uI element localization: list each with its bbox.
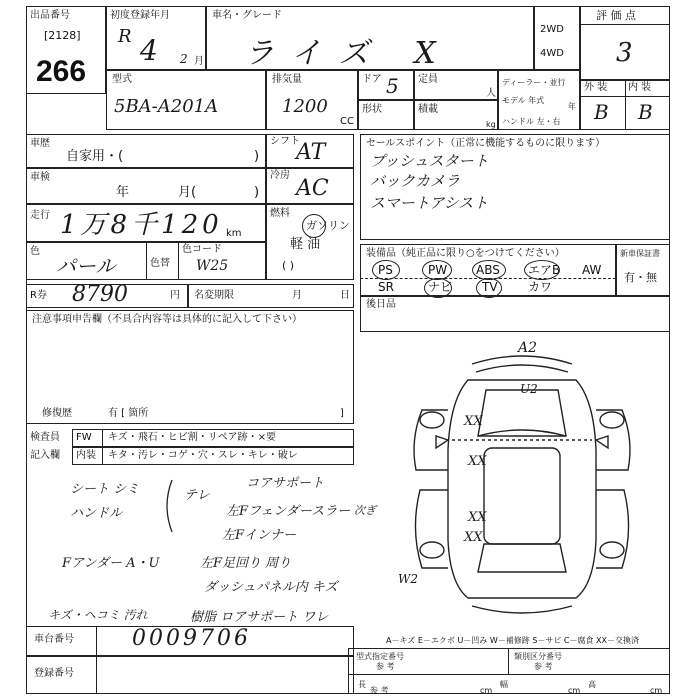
seats-label: 定員 — [418, 74, 438, 85]
class-no-label: 類別区分番号 — [514, 652, 562, 661]
equip-pw-circle — [422, 260, 452, 280]
interior-score: B — [638, 100, 653, 124]
form-no-ref: 参 考 — [376, 662, 395, 671]
fuel-label: 燃料 — [270, 208, 290, 219]
inspection-month: 月( — [178, 185, 197, 200]
equip-label: 装備品（純正品に限り○をつけてください） — [366, 248, 565, 259]
diagram-mark-xx-4: XX — [464, 530, 483, 545]
score-label: 評 価 点 — [596, 9, 636, 22]
diagram-mark-a2: A2 — [518, 340, 538, 356]
warranty-label: 新車保証書 — [620, 249, 660, 258]
equip-abs-circle — [472, 260, 506, 280]
recycle-amount: 8790 — [72, 282, 128, 307]
model-year-label: モデル 年式 — [502, 96, 545, 105]
interior-label: 内 装 — [628, 82, 652, 93]
color-change-label: 色替 — [150, 258, 170, 269]
equip-navi: ナビ — [428, 280, 453, 294]
equip-ps: PS — [378, 263, 393, 277]
remark-inner: 左Fインナー — [222, 528, 297, 543]
repair-value: 有 [ 箇所 — [108, 408, 149, 419]
first-reg-era: R — [118, 26, 132, 47]
diagram-mark-u2: U2 — [520, 382, 538, 396]
equip-tv: TV — [482, 280, 498, 294]
interior-items: キタ・汚レ・コゲ・穴・スレ・キレ・破レ — [108, 450, 298, 461]
first-reg-year: 4 — [140, 34, 158, 67]
km-unit: km — [226, 228, 242, 239]
equip-tv-circle — [476, 278, 502, 298]
remark-core-support: コアサポート — [246, 476, 325, 491]
remark-suspension: 左F足回り 周り — [200, 556, 292, 571]
month-unit: 月 — [194, 56, 204, 67]
inspection-close: ) — [254, 185, 260, 200]
diagram-mark-xx-2: XX — [468, 454, 487, 469]
history-box — [26, 134, 266, 168]
dealer-label: ディーラー・並行 — [502, 78, 566, 87]
fuel-paren: ( ) — [282, 259, 295, 272]
remark-tele: テレ — [184, 488, 210, 503]
remark-next: 次ぎ — [354, 504, 376, 517]
color-code-label: 色コード — [182, 244, 222, 255]
remark-dash: ダッシュパネル内 キズ — [204, 580, 338, 595]
doors: 5 — [386, 74, 399, 98]
remark-seat: シート シミ — [70, 482, 140, 497]
history-value: 自家用・( — [66, 149, 124, 164]
mileage-value: 1万8千120 — [60, 210, 223, 240]
equip-airbag-circle — [524, 260, 560, 280]
remark-bracket — [160, 476, 200, 536]
diagram-mark-xx-1: XX — [464, 414, 483, 429]
notes-label: 注意事項申告欄（不具合内容等は具体的に記入して下さい） — [32, 314, 302, 325]
inspection-box — [26, 168, 266, 204]
first-reg-month: 2 — [180, 52, 188, 66]
drive-box — [534, 6, 580, 70]
notes-box — [26, 310, 354, 424]
seats-unit: 人 — [486, 88, 496, 99]
shift-value: AT — [296, 140, 326, 165]
recycle-label: R券 — [30, 290, 47, 301]
kg-unit: kg — [486, 120, 496, 129]
size-ref: 参 考 — [370, 686, 389, 695]
chassis-no: 0009706 — [132, 626, 251, 651]
remark-fender: 左Fフェンダースラー — [226, 504, 351, 519]
lot-no-label: 出品番号 — [30, 10, 70, 21]
sales-label: セールスポイント（正常に機能するものに限ります） — [366, 138, 606, 149]
sales-line-1: プッシュスタート — [370, 152, 489, 170]
remark-lower-support: 樹脂 ロアサポート ワレ — [190, 610, 329, 625]
documents-label: 後日品 — [366, 299, 396, 310]
model-code: 5BA-A201A — [114, 96, 219, 117]
color-code: W25 — [196, 258, 229, 274]
shape-label: 形状 — [362, 104, 382, 115]
remark-handle: ハンドル — [70, 506, 123, 521]
name-change-label: 名変期限 — [194, 290, 234, 301]
sales-line-3: スマートアシスト — [370, 194, 489, 212]
drive-2wd: 2WD — [540, 24, 564, 35]
chassis-label: 車台番号 — [34, 634, 74, 645]
color-label: 色 — [30, 246, 40, 257]
yen-unit: 円 — [170, 290, 180, 301]
legend: A－キズ E－エクボ U－凹み W－補修跡 S－サビ C－腐食 XX－交換済 — [386, 636, 640, 645]
mileage-label: 走行 — [30, 210, 50, 221]
car-name: ライズ X — [244, 36, 454, 71]
fuel-gas: ガソリン — [306, 219, 350, 232]
equip-aw: AW — [582, 263, 602, 277]
equip-pw: PW — [428, 263, 448, 277]
lot-number: 266 — [36, 55, 87, 88]
width-cm: cm — [568, 686, 581, 695]
handle-label: ハンドル 左・右 — [502, 117, 561, 126]
reg-no-box — [26, 656, 354, 694]
height-label: 高 — [588, 680, 596, 689]
load-label: 積載 — [418, 104, 438, 115]
inspection-label: 車検 — [30, 172, 50, 183]
model-label: 型式 — [112, 74, 132, 85]
score-value: 3 — [616, 38, 633, 68]
exterior-score: B — [594, 100, 609, 124]
drive-4wd: 4WD — [540, 48, 564, 59]
exterior-label: 外 装 — [584, 82, 608, 93]
documents-box — [360, 296, 670, 332]
doors-label: ドア — [362, 74, 382, 85]
color-value: パール — [56, 254, 116, 278]
displacement: 1200 — [282, 96, 328, 117]
equip-navi-circle — [424, 278, 452, 298]
history-close: ) — [254, 149, 260, 164]
fuel-diesel: 軽 油 — [290, 237, 321, 252]
reg-no-label: 登録番号 — [34, 668, 74, 679]
year-unit: 年 — [568, 102, 576, 111]
entry-label: 記入欄 — [30, 450, 60, 461]
displacement-label: 排気量 — [272, 74, 302, 85]
car-name-label: 車名・グレード — [212, 10, 282, 21]
remark-under: Fアンダー A・U — [62, 556, 160, 571]
first-reg-label: 初度登録年月 — [110, 10, 170, 21]
inspection-year: 年 — [116, 185, 130, 200]
sales-line-2: バックカメラ — [370, 172, 461, 190]
lot-code: [2128] — [44, 29, 81, 42]
equip-leather: カワ — [528, 280, 553, 294]
history-label: 車歴 — [30, 138, 50, 149]
repair-close: ] — [340, 408, 344, 419]
ac-value: AC — [296, 176, 329, 201]
diagram-mark-xx-3: XX — [468, 510, 487, 525]
fw-label: FW — [76, 432, 92, 443]
equip-airbag: エアB — [528, 263, 561, 277]
equip-ps-circle — [372, 260, 400, 280]
diagram-mark-w2: W2 — [398, 572, 418, 586]
fw-items: キズ・飛石・ヒビ割・リペア跡・×要 — [108, 432, 276, 443]
cc-unit: CC — [340, 116, 354, 127]
name-change-day: 日 — [340, 290, 350, 301]
size-cm: cm — [480, 686, 493, 695]
remark-scratch: キズ・ヘコミ 汚れ — [48, 608, 148, 622]
interior-box-label: 内装 — [76, 450, 96, 461]
equip-abs: ABS — [476, 263, 500, 277]
shift-label: シフト — [270, 136, 300, 147]
ac-label: 冷房 — [270, 170, 290, 181]
size-label: 長 — [358, 680, 366, 689]
inspector-label: 検査員 — [30, 432, 60, 443]
class-no-ref: 参 考 — [534, 662, 553, 671]
width-label: 幅 — [500, 680, 508, 689]
warranty-value: 有・無 — [624, 271, 657, 284]
height-cm: cm — [650, 686, 663, 695]
equip-sr: SR — [378, 280, 394, 294]
form-no-label: 型式指定番号 — [356, 652, 404, 661]
name-change-month: 月 — [292, 290, 302, 301]
repair-label: 修復歴 — [42, 408, 72, 419]
